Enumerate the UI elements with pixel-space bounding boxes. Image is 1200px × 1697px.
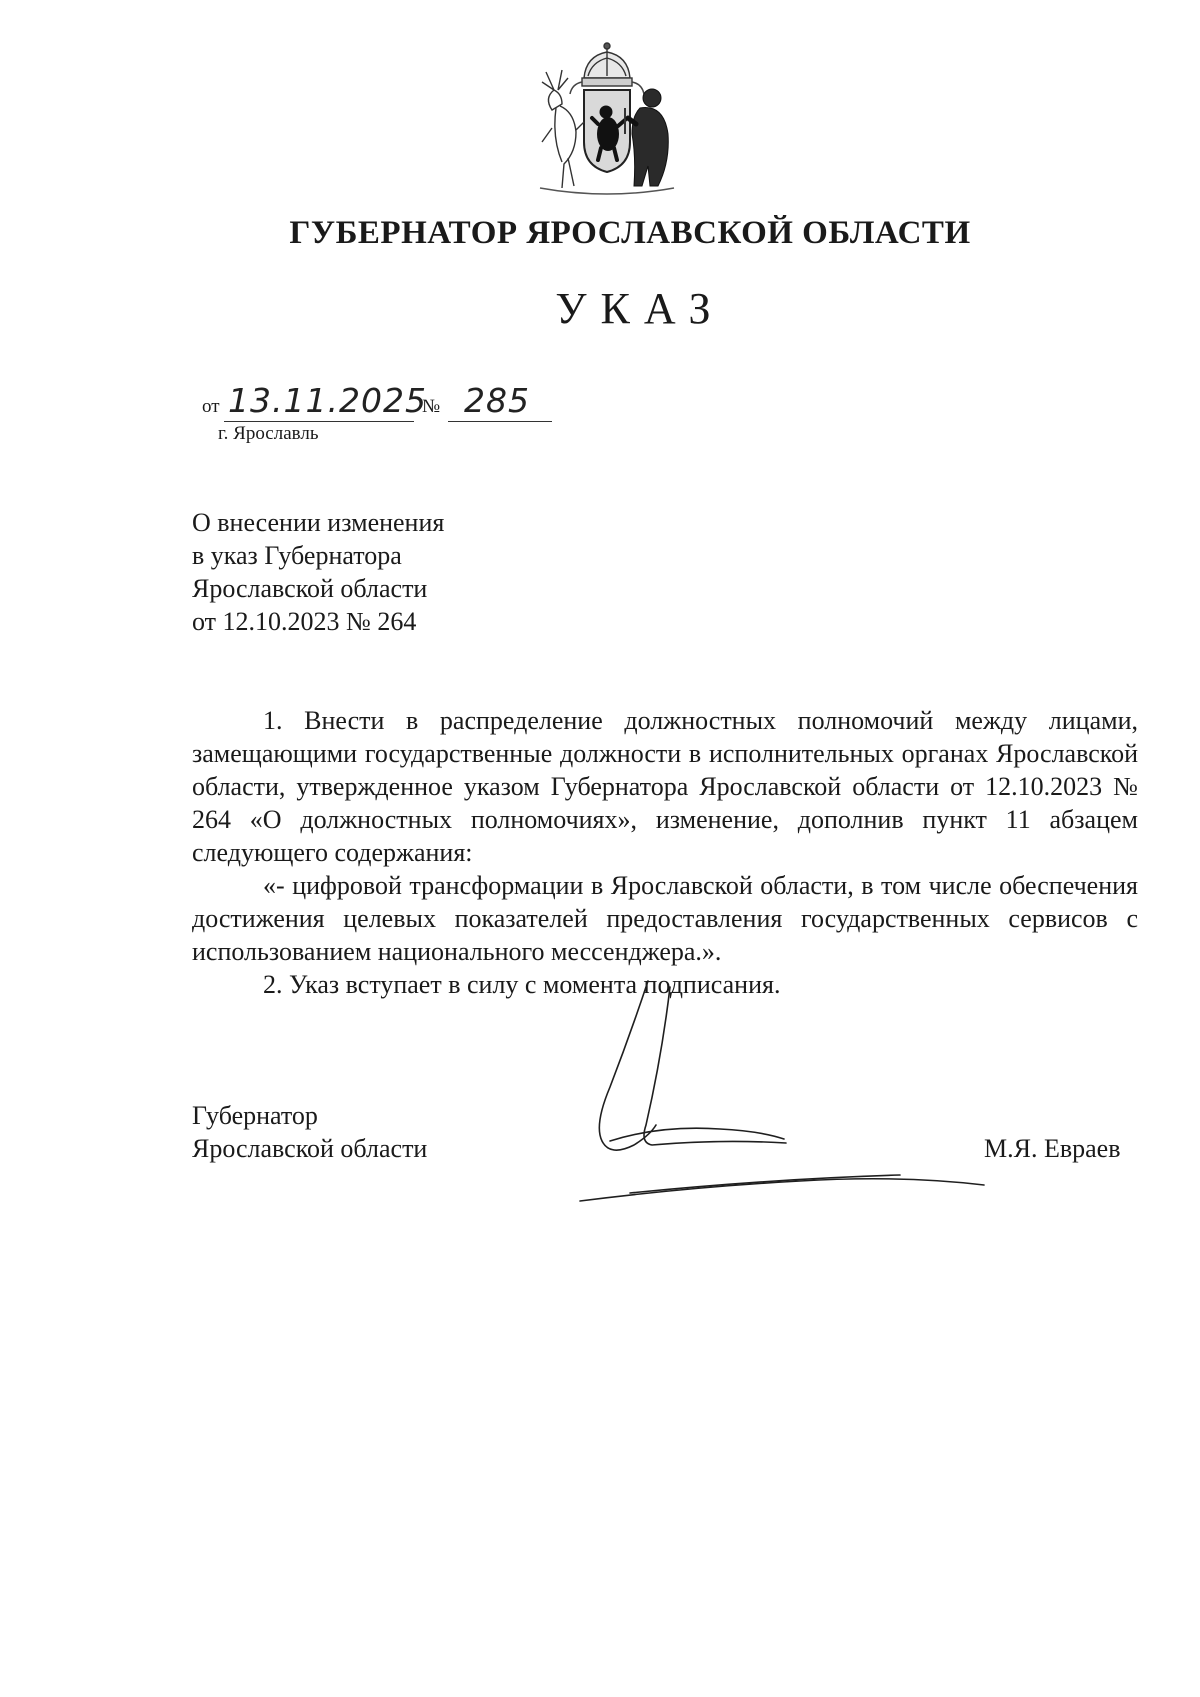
handwritten-signature xyxy=(570,975,1030,1225)
subject-line: О внесении изменения xyxy=(192,508,445,537)
point-1: 1. Внести в распределение должностных полномочий между лицами, замещающими государственные должности в исполнительных органах Ярославской области, утвержденное указом Губернатора Ярославской области от 12.10.2023 № 264 «О должностных полномочиях», изменение, дополнив пункт 11 абзацем следующего содержания: xyxy=(192,706,1138,867)
signatory-title-line: Ярославской области xyxy=(192,1134,428,1163)
amendment-quote: «- цифровой трансформации в Ярославской области, в том числе обеспечения достижения целевых показателей предоставления государственных сервисов с использованием национального мессенджера.». xyxy=(192,871,1138,966)
subject-line: в указ Губернатора xyxy=(192,541,402,570)
subject-block xyxy=(192,506,444,638)
signatory-name: М.Я. Евраев xyxy=(984,1134,1121,1163)
number-label: № xyxy=(422,396,441,417)
issuing-authority: ГУБЕРНАТОР ЯРОСЛАВСКОЙ ОБЛАСТИ xyxy=(289,215,971,251)
signatory-title-line: Губернатор xyxy=(192,1101,318,1130)
date-number-line xyxy=(202,381,562,424)
point-2: 2. Указ вступает в силу с момента подписания. xyxy=(263,970,781,999)
city: г. Ярославль xyxy=(218,423,319,444)
date-prefix: от xyxy=(202,396,220,417)
subject-line: Ярославской области xyxy=(192,574,428,603)
handwritten-date: 13.11.2025 xyxy=(228,381,427,420)
signatory-title xyxy=(192,1099,427,1165)
number-underline xyxy=(448,421,552,422)
subject-line: от 12.10.2023 № 264 xyxy=(192,607,417,636)
date-underline xyxy=(224,421,414,422)
handwritten-number: 285 xyxy=(464,381,530,420)
decree-body xyxy=(192,704,1138,1001)
coat-of-arms-icon xyxy=(532,38,682,198)
document-type: УКАЗ xyxy=(555,284,725,333)
